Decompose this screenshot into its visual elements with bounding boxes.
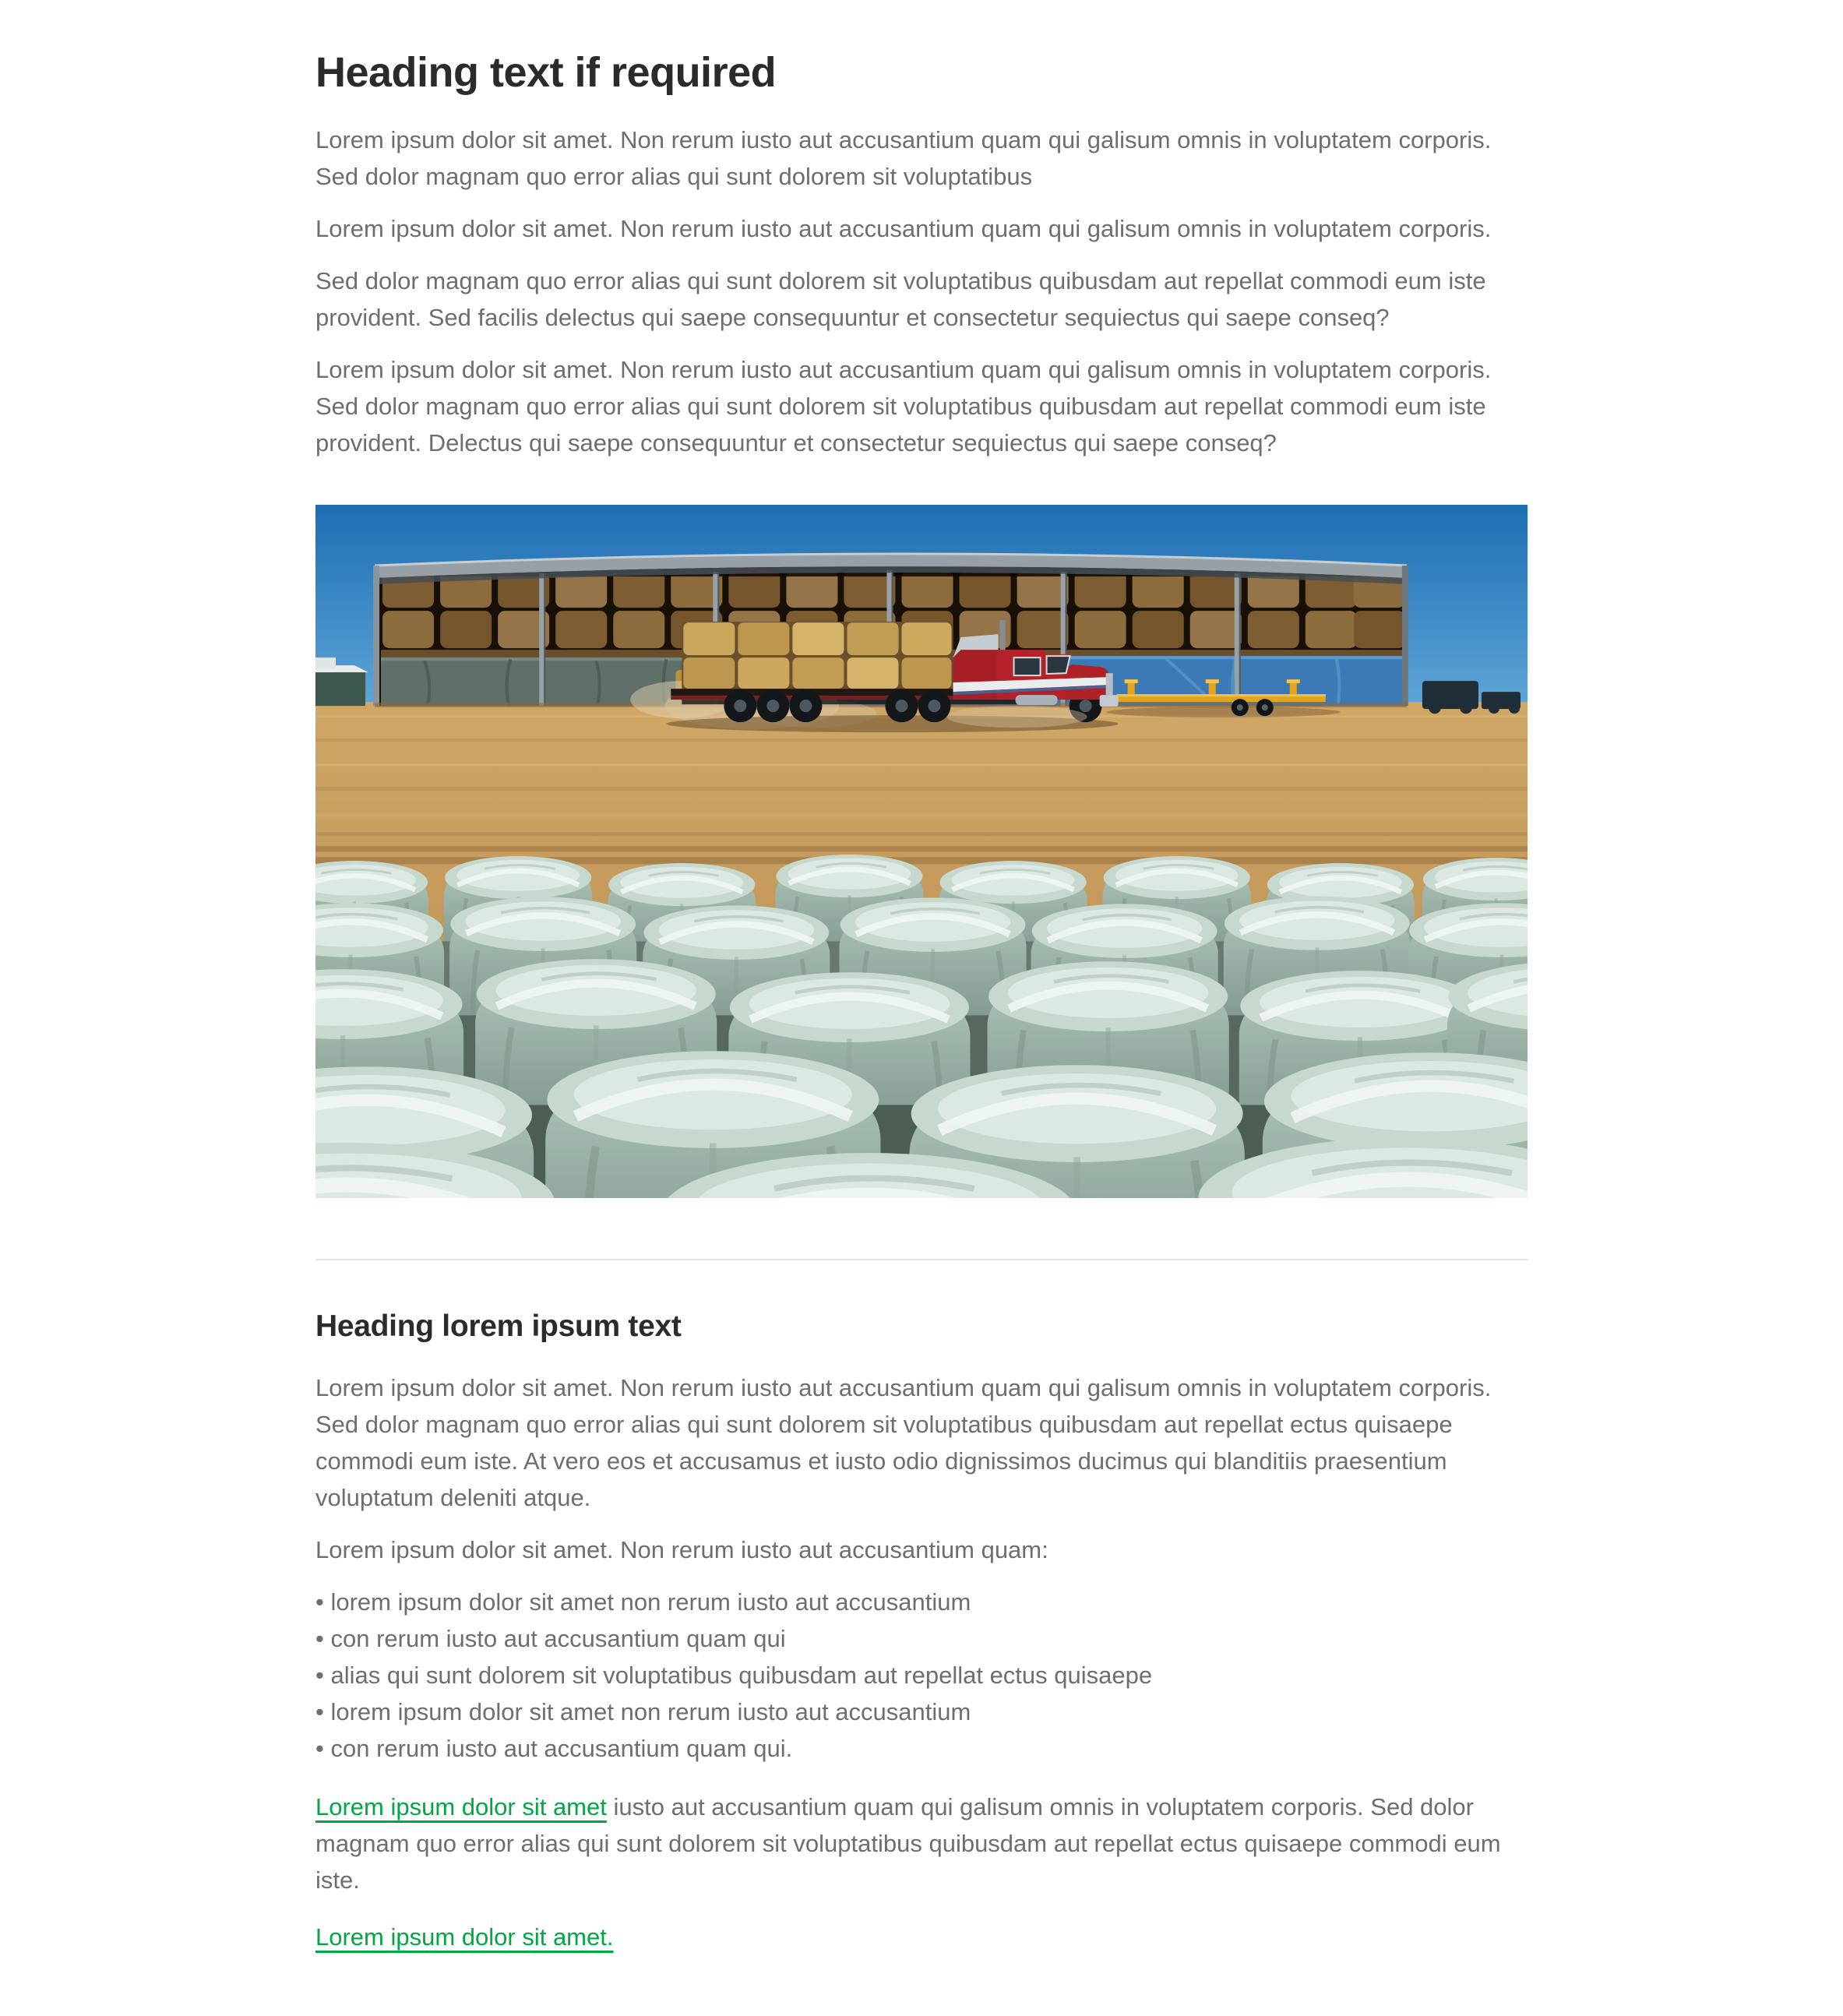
page-title: Heading text if required (315, 49, 777, 96)
link-paragraph-text: iusto aut accusantium quam qui galisum omnis in voluptatem corporis. Sed dolor magnam quo error alias qui sunt dolorem sit voluptatibus quibusdam aut repellat ectus quisaepe commodi eum iste. (315, 1793, 1501, 1894)
intro-paragraph-3: Sed dolor magnam quo error alias qui sunt dolorem sit voluptatibus quibusdam aut repellat commodi eum iste provident. Sed facilis delectus qui saepe consequuntur et consectetur sequiectus qui saepe conseq? (315, 267, 1486, 332)
list-item: • lorem ipsum dolor sit amet non rerum iusto aut accusantium (315, 1694, 1528, 1730)
section-heading: Heading lorem ipsum text (315, 1309, 682, 1343)
hay-farm-illustration (315, 505, 1528, 1198)
intro-paragraph-4: Lorem ipsum dolor sit amet. Non rerum iusto aut accusantium quam qui galisum omnis in voluptatem corporis. Sed dolor magnam quo error alias qui sunt dolorem sit voluptatibus quibusdam aut repellat commodi eum iste provident. Delectus qui saepe consequuntur et consectetur sequiectus qui saepe conseq? (315, 356, 1492, 457)
bullet-list (315, 1584, 1528, 1767)
intro-paragraph-2: Lorem ipsum dolor sit amet. Non rerum iusto aut accusantium quam qui galisum omnis in voluptatem corporis. (315, 215, 1492, 243)
section-paragraph: Lorem ipsum dolor sit amet. Non rerum iusto aut accusantium quam qui galisum omnis in voluptatem corporis. Sed dolor magnam quo error alias qui sunt dolorem sit voluptatibus quibusdam aut repellat ectus quisaepe commodi eum iste. At vero eos et accusamus et iusto odio dignissimos ducimus qui blanditiis praesentium voluptatum deleniti atque. (315, 1374, 1492, 1512)
list-intro: Lorem ipsum dolor sit amet. Non rerum iusto aut accusantium quam: (315, 1536, 1048, 1564)
section-divider (315, 1259, 1528, 1260)
intro-paragraph-1: Lorem ipsum dolor sit amet. Non rerum iusto aut accusantium quam qui galisum omnis in voluptatem corporis. Sed dolor magnam quo error alias qui sunt dolorem sit voluptatibus (315, 126, 1492, 191)
article-photo (315, 505, 1528, 1198)
link-paragraph (315, 1789, 1528, 1898)
article (315, 0, 1528, 2016)
list-item: • lorem ipsum dolor sit amet non rerum iusto aut accusantium (315, 1584, 1528, 1620)
footer-link-paragraph (315, 1919, 1528, 1955)
list-item: • alias qui sunt dolorem sit voluptatibus quibusdam aut repellat ectus quisaepe (315, 1657, 1528, 1694)
footer-link[interactable]: Lorem ipsum dolor sit amet. (315, 1923, 614, 1951)
inline-link[interactable]: Lorem ipsum dolor sit amet (315, 1793, 607, 1821)
list-item: • con rerum iusto aut accusantium quam qui. (315, 1730, 1528, 1767)
list-item: • con rerum iusto aut accusantium quam qui (315, 1620, 1528, 1657)
wrapped-bales (315, 855, 1528, 1198)
